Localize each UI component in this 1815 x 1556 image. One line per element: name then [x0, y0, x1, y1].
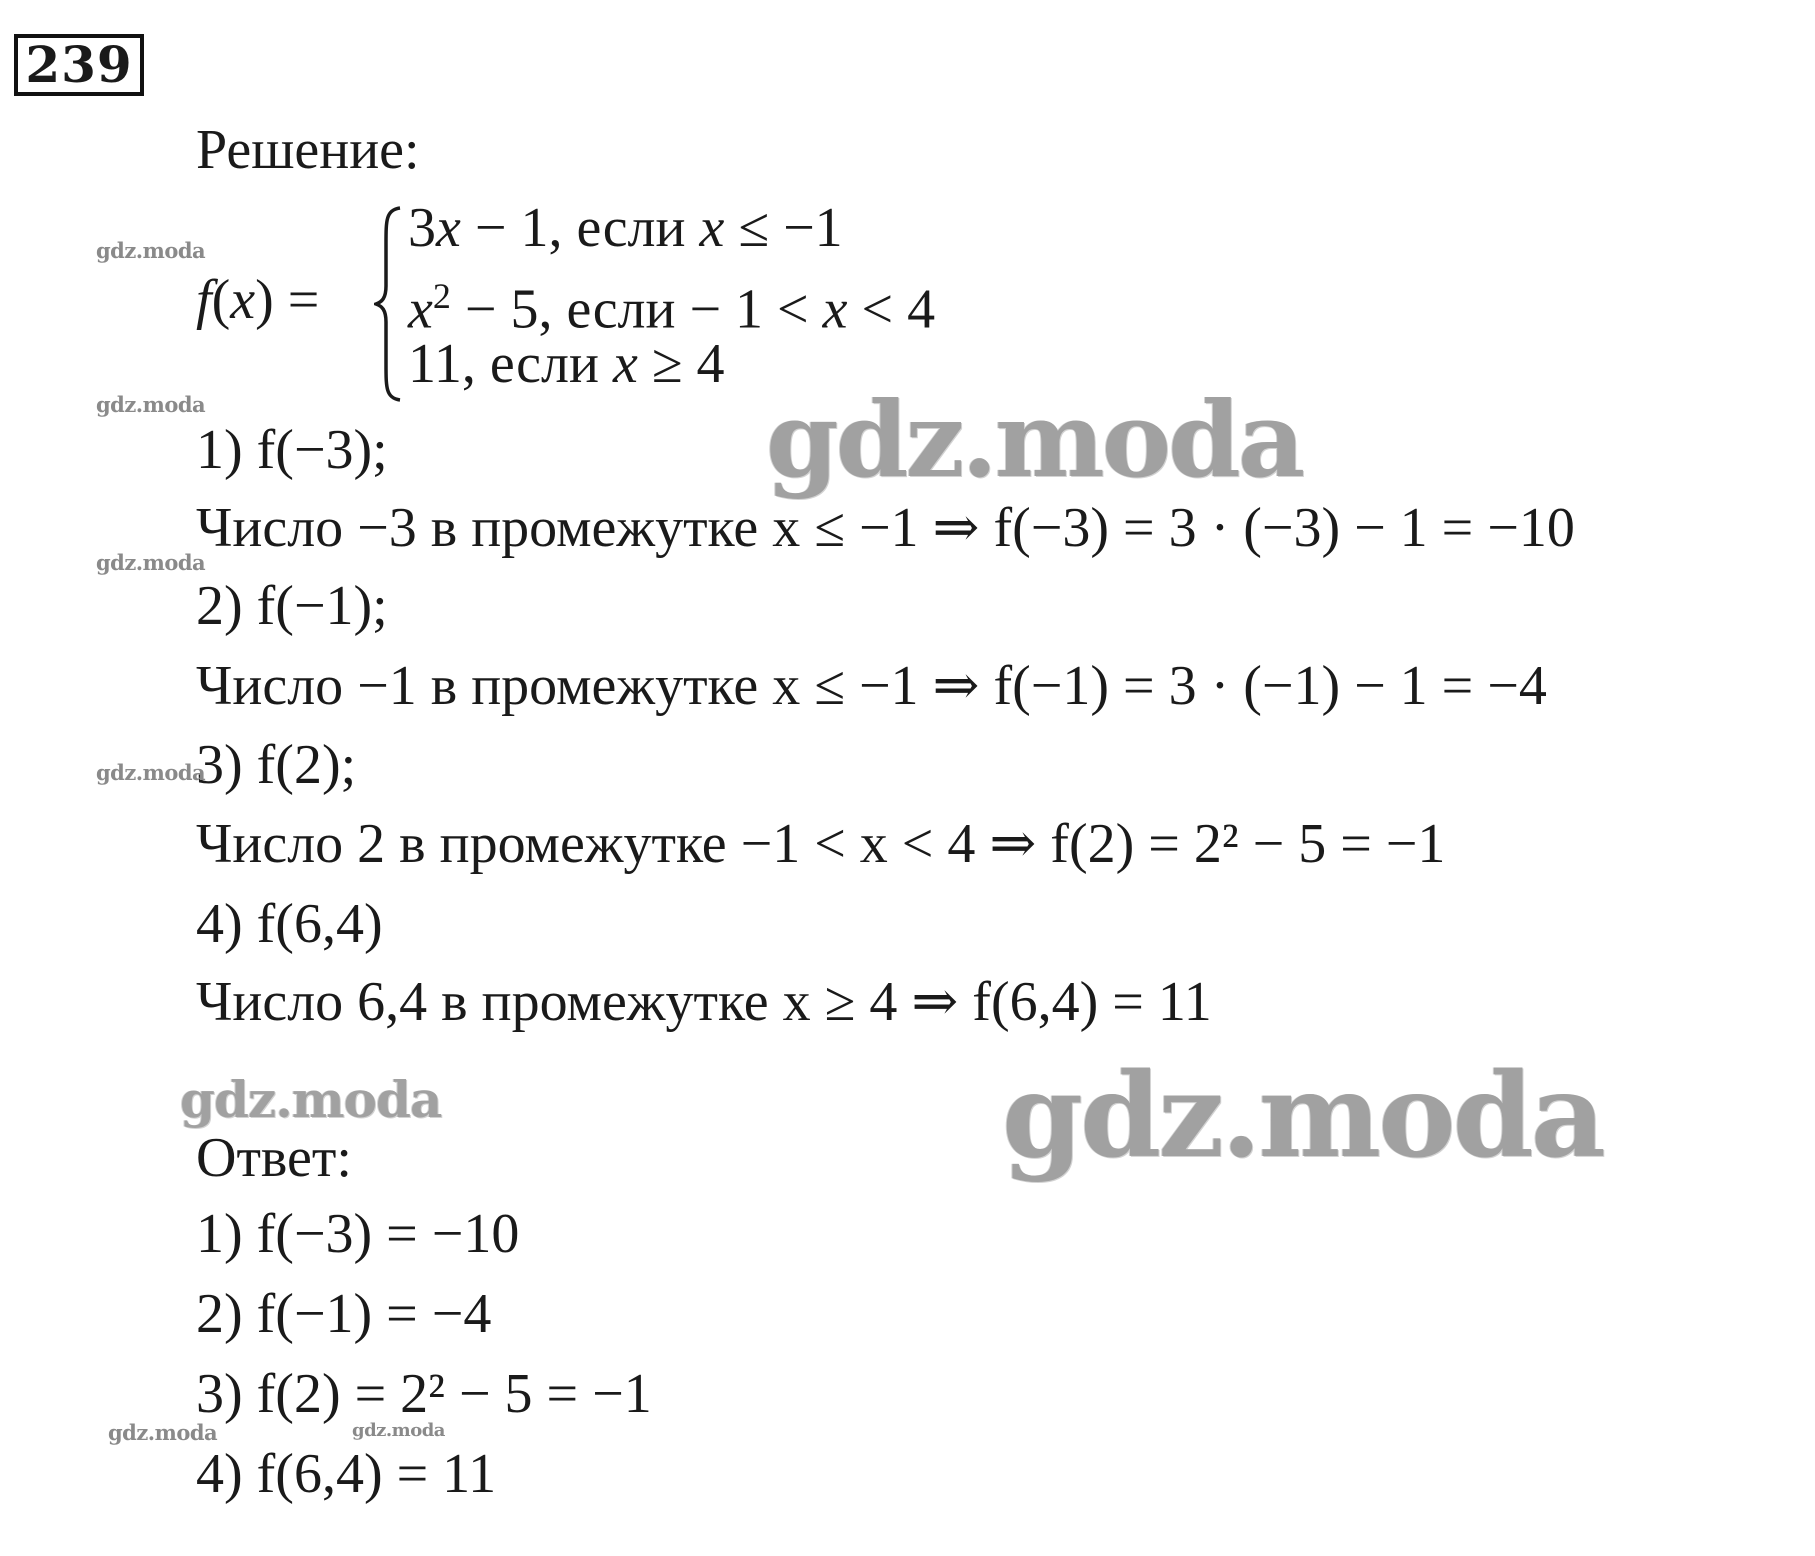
watermark-large: gdz.moda — [766, 378, 1303, 501]
step-1-title: 1) f(−3); — [196, 419, 388, 481]
function-case-3: 11, если x ≥ 4 — [408, 333, 725, 395]
watermark-large: gdz.moda — [1002, 1048, 1603, 1184]
answer-1: 1) f(−3) = −10 — [196, 1203, 520, 1265]
step-1-solution: Число −3 в промежутке x ≤ −1 ⇒ f(−3) = 3 · (−3) − 1 = −10 — [196, 497, 1575, 559]
watermark: gdz.moda — [352, 1420, 445, 1441]
watermark: gdz.moda — [108, 1420, 218, 1445]
answer-4: 4) f(6,4) = 11 — [196, 1443, 497, 1505]
solution-heading: Решение: — [196, 119, 420, 181]
step-3-solution: Число 2 в промежутке −1 < x < 4 ⇒ f(2) = 2² − 5 = −1 — [196, 813, 1446, 875]
function-case-2: $x^2 - 5$, если − 1 < x < 4 — [408, 276, 936, 341]
watermark: gdz.moda — [96, 392, 206, 417]
problem-number-badge: 239 — [14, 34, 144, 96]
answer-heading: Ответ: — [196, 1127, 352, 1189]
watermark: gdz.moda — [96, 238, 206, 263]
function-case-1: 3x − 1, если x ≤ −1 — [408, 197, 843, 259]
watermark: gdz.moda — [96, 760, 206, 785]
step-3-title: 3) f(2); — [196, 734, 357, 796]
watermark: gdz.moda — [96, 550, 206, 575]
step-4-title: 4) f(6,4) — [196, 893, 383, 955]
answer-2: 2) f(−1) = −4 — [196, 1283, 492, 1345]
watermark-medium: gdz.moda — [180, 1070, 442, 1129]
answer-3: 3) f(2) = 2² − 5 = −1 — [196, 1363, 652, 1425]
step-2-solution: Число −1 в промежутке x ≤ −1 ⇒ f(−1) = 3 · (−1) − 1 = −4 — [196, 655, 1547, 717]
brace-icon — [374, 204, 404, 404]
step-2-title: 2) f(−1); — [196, 575, 388, 637]
function-lhs: f(x) = — [196, 269, 320, 331]
step-4-solution: Число 6,4 в промежутке x ≥ 4 ⇒ f(6,4) = 11 — [196, 971, 1212, 1033]
